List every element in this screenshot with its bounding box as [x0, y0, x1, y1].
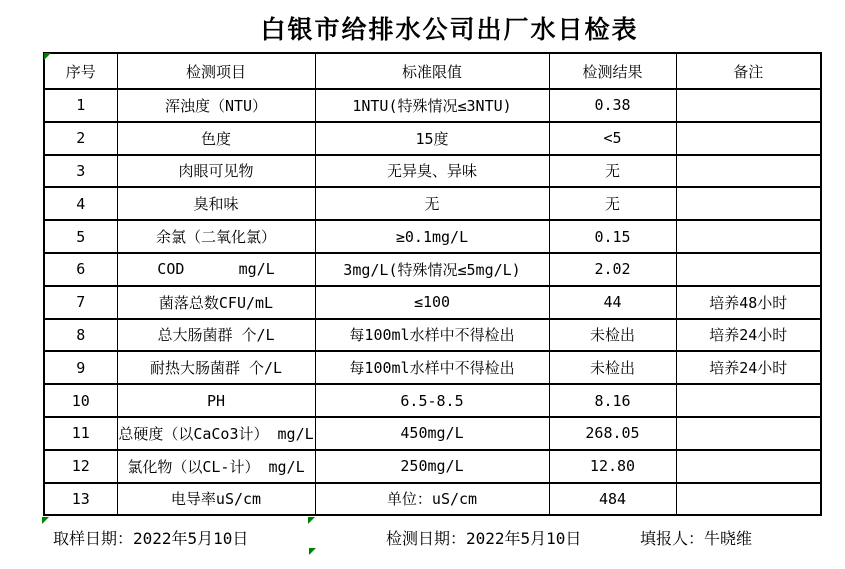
table-row [44, 450, 821, 483]
table-cell [676, 253, 821, 286]
table-cell: 12.80 [549, 450, 676, 483]
header-cell: 标准限值 [315, 53, 549, 89]
table-cell: 未检出 [549, 319, 676, 352]
table-cell [676, 220, 821, 253]
table-cell: 1 [44, 89, 117, 122]
table-cell: 7 [44, 286, 117, 319]
comment-flag-icon [308, 517, 315, 524]
table-cell: 培养24小时 [676, 351, 821, 384]
table-cell: 菌落总数CFU/mL [117, 286, 315, 319]
table-cell: 色度 [117, 122, 315, 155]
table-cell: 44 [549, 286, 676, 319]
table-cell: 培养48小时 [676, 286, 821, 319]
table-row [44, 384, 821, 417]
table-cell: 484 [549, 483, 676, 516]
header-cell: 检测项目 [117, 53, 315, 89]
table-cell: 8.16 [549, 384, 676, 417]
table-cell: 每100ml水样中不得检出 [315, 351, 549, 384]
table-cell: 15度 [315, 122, 549, 155]
table-row [44, 187, 821, 220]
table-cell: 11 [44, 417, 117, 450]
table-cell [676, 122, 821, 155]
page-title: 白银市给排水公司出厂水日检表 [260, 15, 639, 44]
table-cell: 总硬度（以CaCo3计） mg/L [117, 417, 315, 450]
table-cell: 1NTU(特殊情况≤3NTU) [315, 89, 549, 122]
table-row [44, 253, 821, 286]
table-cell: 450mg/L [315, 417, 549, 450]
table-cell: 浑浊度（NTU） [117, 89, 315, 122]
table-row [44, 220, 821, 253]
table-row [44, 155, 821, 188]
table-cell: 每100ml水样中不得检出 [315, 319, 549, 352]
table-row [44, 417, 821, 450]
table-cell: <5 [549, 122, 676, 155]
table-row [44, 351, 821, 384]
table-cell: 4 [44, 187, 117, 220]
table-cell: 未检出 [549, 351, 676, 384]
table-row [44, 319, 821, 352]
table-body [44, 89, 821, 515]
table-cell: PH [117, 384, 315, 417]
comment-flag-icon [44, 53, 51, 60]
table-cell: 3mg/L(特殊情况≤5mg/L) [315, 253, 549, 286]
table-cell: 无 [315, 187, 549, 220]
table-cell: 臭和味 [117, 187, 315, 220]
table-cell: ≤100 [315, 286, 549, 319]
table-cell: 无 [549, 187, 676, 220]
table-row [44, 89, 821, 122]
test-date: 检测日期：2022年5月10日 [386, 529, 582, 548]
table-cell: 0.15 [549, 220, 676, 253]
table-cell: 6.5-8.5 [315, 384, 549, 417]
table-cell: 2.02 [549, 253, 676, 286]
table-cell: 9 [44, 351, 117, 384]
table-cell: 6 [44, 253, 117, 286]
table-cell [676, 155, 821, 188]
header-cell: 备注 [676, 53, 821, 89]
table-cell: 268.05 [549, 417, 676, 450]
table-cell: 10 [44, 384, 117, 417]
table-cell: 2 [44, 122, 117, 155]
table-cell: 总大肠菌群 个/L [117, 319, 315, 352]
header-cell: 检测结果 [549, 53, 676, 89]
comment-flag-icon [309, 548, 316, 555]
table-cell: 8 [44, 319, 117, 352]
table-cell: 培养24小时 [676, 319, 821, 352]
header-row [44, 53, 821, 89]
header-cell: 序号 [44, 53, 117, 89]
table-row [44, 286, 821, 319]
table-cell: 肉眼可见物 [117, 155, 315, 188]
table-cell: COD mg/L [117, 253, 315, 286]
table-cell [676, 187, 821, 220]
table-cell [676, 483, 821, 516]
table-row [44, 483, 821, 516]
table-cell [676, 89, 821, 122]
table-cell: 余氯（二氧化氯） [117, 220, 315, 253]
table-cell [676, 450, 821, 483]
table-cell [676, 417, 821, 450]
table-row [44, 122, 821, 155]
table-cell: 250mg/L [315, 450, 549, 483]
comment-flag-icon [42, 517, 49, 524]
table-cell: 12 [44, 450, 117, 483]
inspection-table [43, 52, 822, 516]
table-cell: 无异臭、异味 [315, 155, 549, 188]
table-cell: 5 [44, 220, 117, 253]
table-cell: 0.38 [549, 89, 676, 122]
table-cell: 电导率uS/cm [117, 483, 315, 516]
table-cell: 3 [44, 155, 117, 188]
sampling-date: 取样日期：2022年5月10日 [53, 529, 249, 548]
reporter: 填报人：牛晓维 [640, 529, 753, 548]
table-cell [676, 384, 821, 417]
table-cell: 氯化物（以CL-计） mg/L [117, 450, 315, 483]
table-cell: 13 [44, 483, 117, 516]
table-cell: 单位：uS/cm [315, 483, 549, 516]
table-cell: ≥0.1mg/L [315, 220, 549, 253]
table-cell: 无 [549, 155, 676, 188]
table-cell: 耐热大肠菌群 个/L [117, 351, 315, 384]
